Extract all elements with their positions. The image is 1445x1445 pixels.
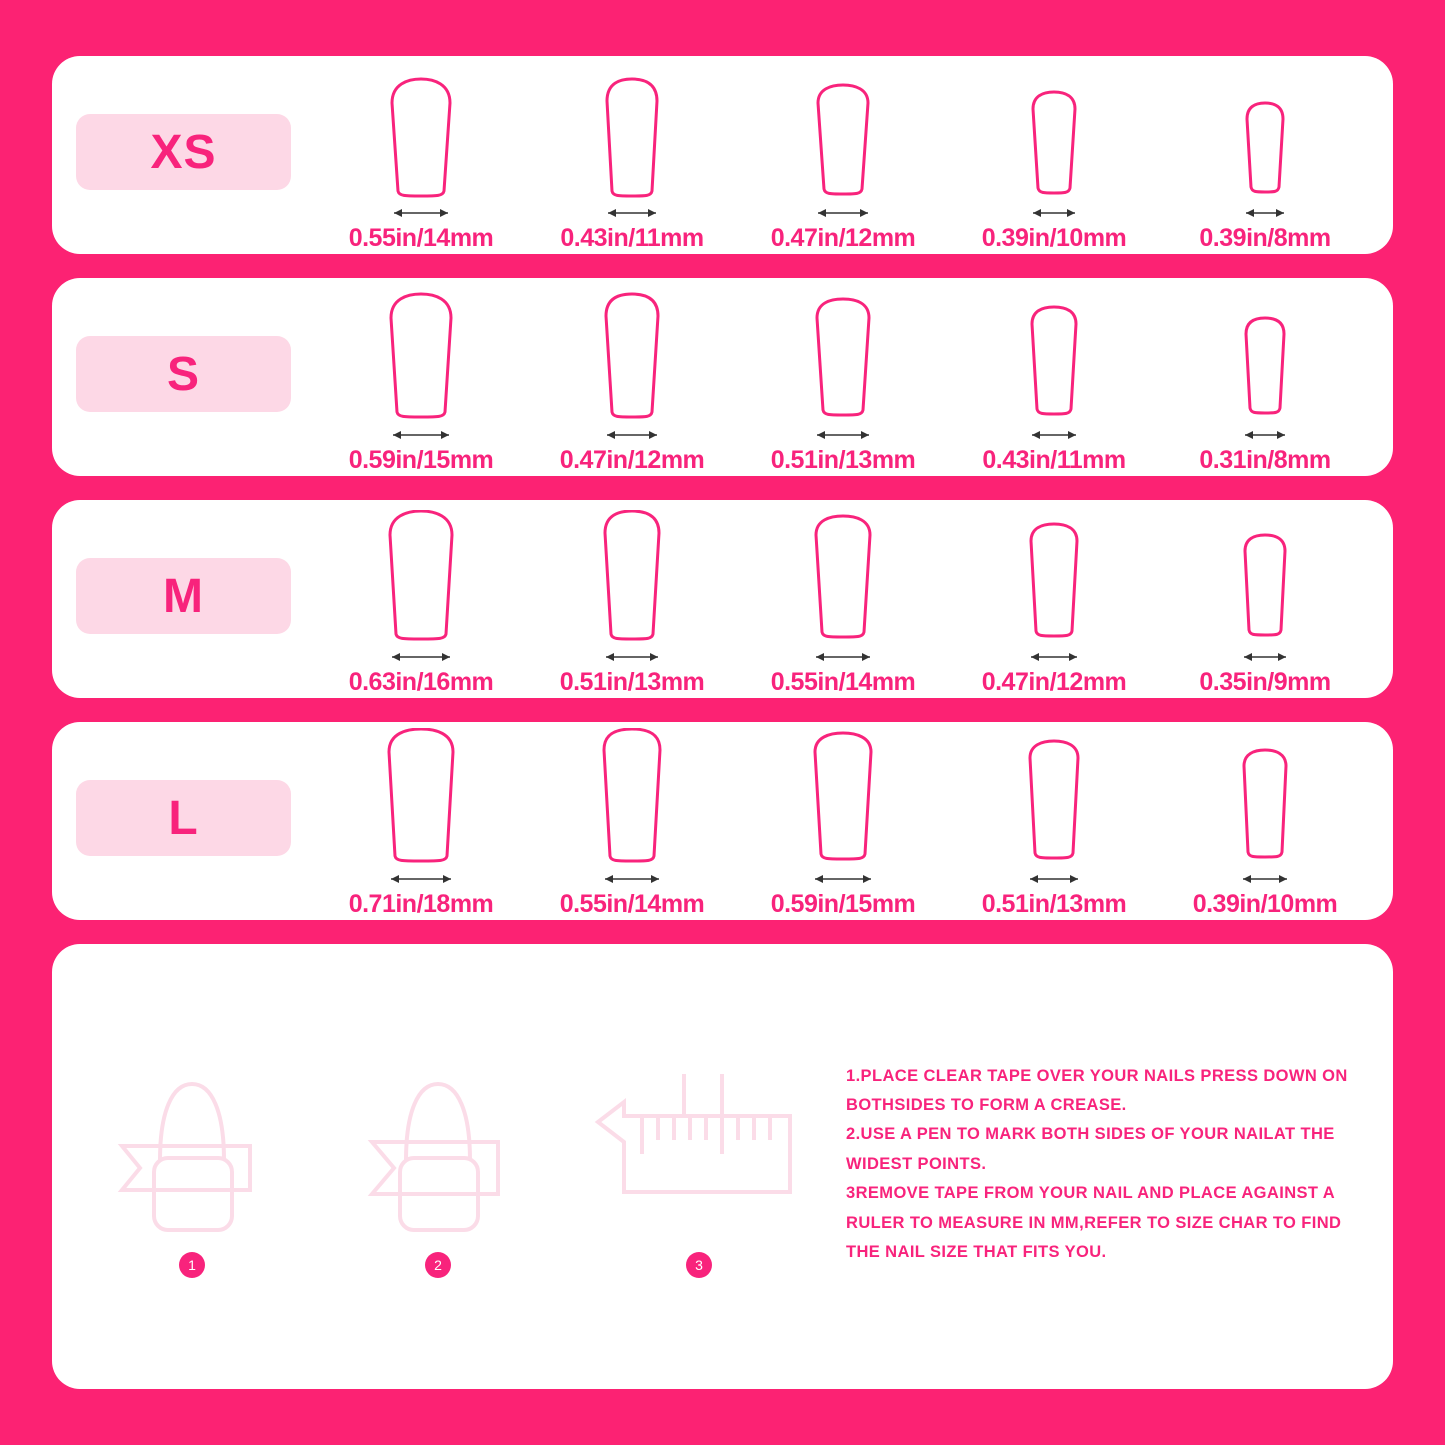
ruler-measure-icon [584,1050,814,1240]
width-arrow [809,425,877,445]
nail-measure: 0.39in/10mm [981,224,1127,252]
size-label: S [166,347,200,401]
instructions-card [52,944,1393,1389]
nail-item [532,736,732,919]
width-arrow [1025,425,1083,445]
width-arrow [1026,203,1082,223]
step-1 [92,1050,292,1278]
nail-measure: 0.47in/12mm [559,446,705,474]
width-arrow [598,869,666,889]
nail-item [1165,514,1365,697]
nail-item [954,292,1154,475]
width-arrow [385,425,457,445]
nail-shape [1024,514,1084,644]
nail-measure: 0.71in/18mm [348,890,494,918]
nail-shape [807,736,879,866]
width-arrow [810,203,876,223]
nail-item [321,70,521,253]
nail-shape [810,70,876,200]
nail-shape [808,514,878,644]
nail-measure: 0.63in/16mm [348,668,494,696]
width-arrow [1238,647,1292,667]
nail-measure: 0.35in/9mm [1199,668,1331,696]
width-arrow [1023,869,1085,889]
nail-item [532,514,732,697]
width-arrow [808,647,878,667]
nail-measure: 0.47in/12mm [770,224,916,252]
size-row-l [52,722,1393,920]
nail-shape [1240,70,1290,200]
nail-measure: 0.59in/15mm [348,446,494,474]
nail-item [532,292,732,475]
size-label: L [168,791,199,845]
nail-measure: 0.55in/14mm [559,890,705,918]
nail-item [954,514,1154,697]
nail-item [321,514,521,697]
step-3 [584,1050,814,1278]
instruction-line-3: 3REMOVE TAPE FROM YOUR NAIL AND PLACE AGAINST A RULER TO MEASURE IN MM,REFER TO SIZE CHAR TO FIND THE NAIL SIZE THAT FITS YOU. [846,1184,1342,1261]
nail-measure: 0.51in/13mm [770,446,916,474]
nail-item [321,736,521,919]
width-arrow [1239,425,1291,445]
nail-item [532,70,732,253]
nail-item [954,736,1154,919]
nail-shape [386,70,456,200]
nail-measure: 0.43in/11mm [982,446,1126,474]
step-number: 3 [686,1252,712,1278]
nail-measure: 0.55in/14mm [348,224,494,252]
tape-over-nail-icon [92,1050,292,1240]
size-badge-s [76,336,291,412]
nail-shape [1239,292,1291,422]
nail-measure: 0.39in/8mm [1199,224,1331,252]
nail-shape [599,514,665,644]
nail-measure: 0.43in/11mm [560,224,704,252]
nail-item [1165,736,1365,919]
nail-shape [598,736,666,866]
nail-shape [1025,292,1083,422]
nail-shape [385,292,457,422]
width-arrow [600,425,664,445]
size-row-m [52,500,1393,698]
width-arrow [1240,203,1290,223]
nail-item [743,736,943,919]
instruction-line-1: 1.PLACE CLEAR TAPE OVER YOUR NAILS PRESS DOWN ON BOTHSIDES TO FORM A CREASE. [846,1066,1348,1115]
size-label: M [163,569,204,623]
step-illustrations [92,1050,814,1284]
nail-shape [1026,70,1082,200]
nail-list-s [291,278,1365,475]
size-row-s [52,278,1393,476]
instruction-line-2: 2.USE A PEN TO MARK BOTH SIDES OF YOUR NAILAT THE WIDEST POINTS. [846,1125,1335,1173]
nail-item [954,70,1154,253]
width-arrow [386,203,456,223]
nail-list-xs [291,56,1365,253]
nail-shape [383,736,459,866]
size-label: XS [150,125,217,179]
nail-shape [384,514,458,644]
nail-measure: 0.51in/13mm [559,668,705,696]
nail-item [743,292,943,475]
width-arrow [601,203,663,223]
pen-mark-nail-icon [338,1050,538,1240]
instruction-text [824,1062,1363,1272]
nail-measure: 0.47in/12mm [981,668,1127,696]
width-arrow [599,647,665,667]
size-badge-l [76,780,291,856]
nail-measure: 0.55in/14mm [770,668,916,696]
nail-shape [1023,736,1085,866]
nail-item [743,514,943,697]
nail-item [743,70,943,253]
width-arrow [383,869,459,889]
width-arrow [1237,869,1293,889]
nail-shape [600,292,664,422]
nail-shape [1238,514,1292,644]
size-row-xs [52,56,1393,254]
nail-shape [809,292,877,422]
nail-measure: 0.51in/13mm [981,890,1127,918]
width-arrow [807,869,879,889]
nail-list-m [291,500,1365,697]
step-number: 1 [179,1252,205,1278]
nail-measure: 0.31in/8mm [1199,446,1331,474]
size-badge-xs [76,114,291,190]
nail-measure: 0.39in/10mm [1192,890,1338,918]
width-arrow [384,647,458,667]
nail-item [321,292,521,475]
nail-shape [1237,736,1293,866]
size-badge-m [76,558,291,634]
nail-list-l [291,722,1365,919]
step-number: 2 [425,1252,451,1278]
nail-shape [601,70,663,200]
width-arrow [1024,647,1084,667]
nail-item [1165,292,1365,475]
nail-measure: 0.59in/15mm [770,890,916,918]
nail-item [1165,70,1365,253]
step-2 [338,1050,538,1278]
